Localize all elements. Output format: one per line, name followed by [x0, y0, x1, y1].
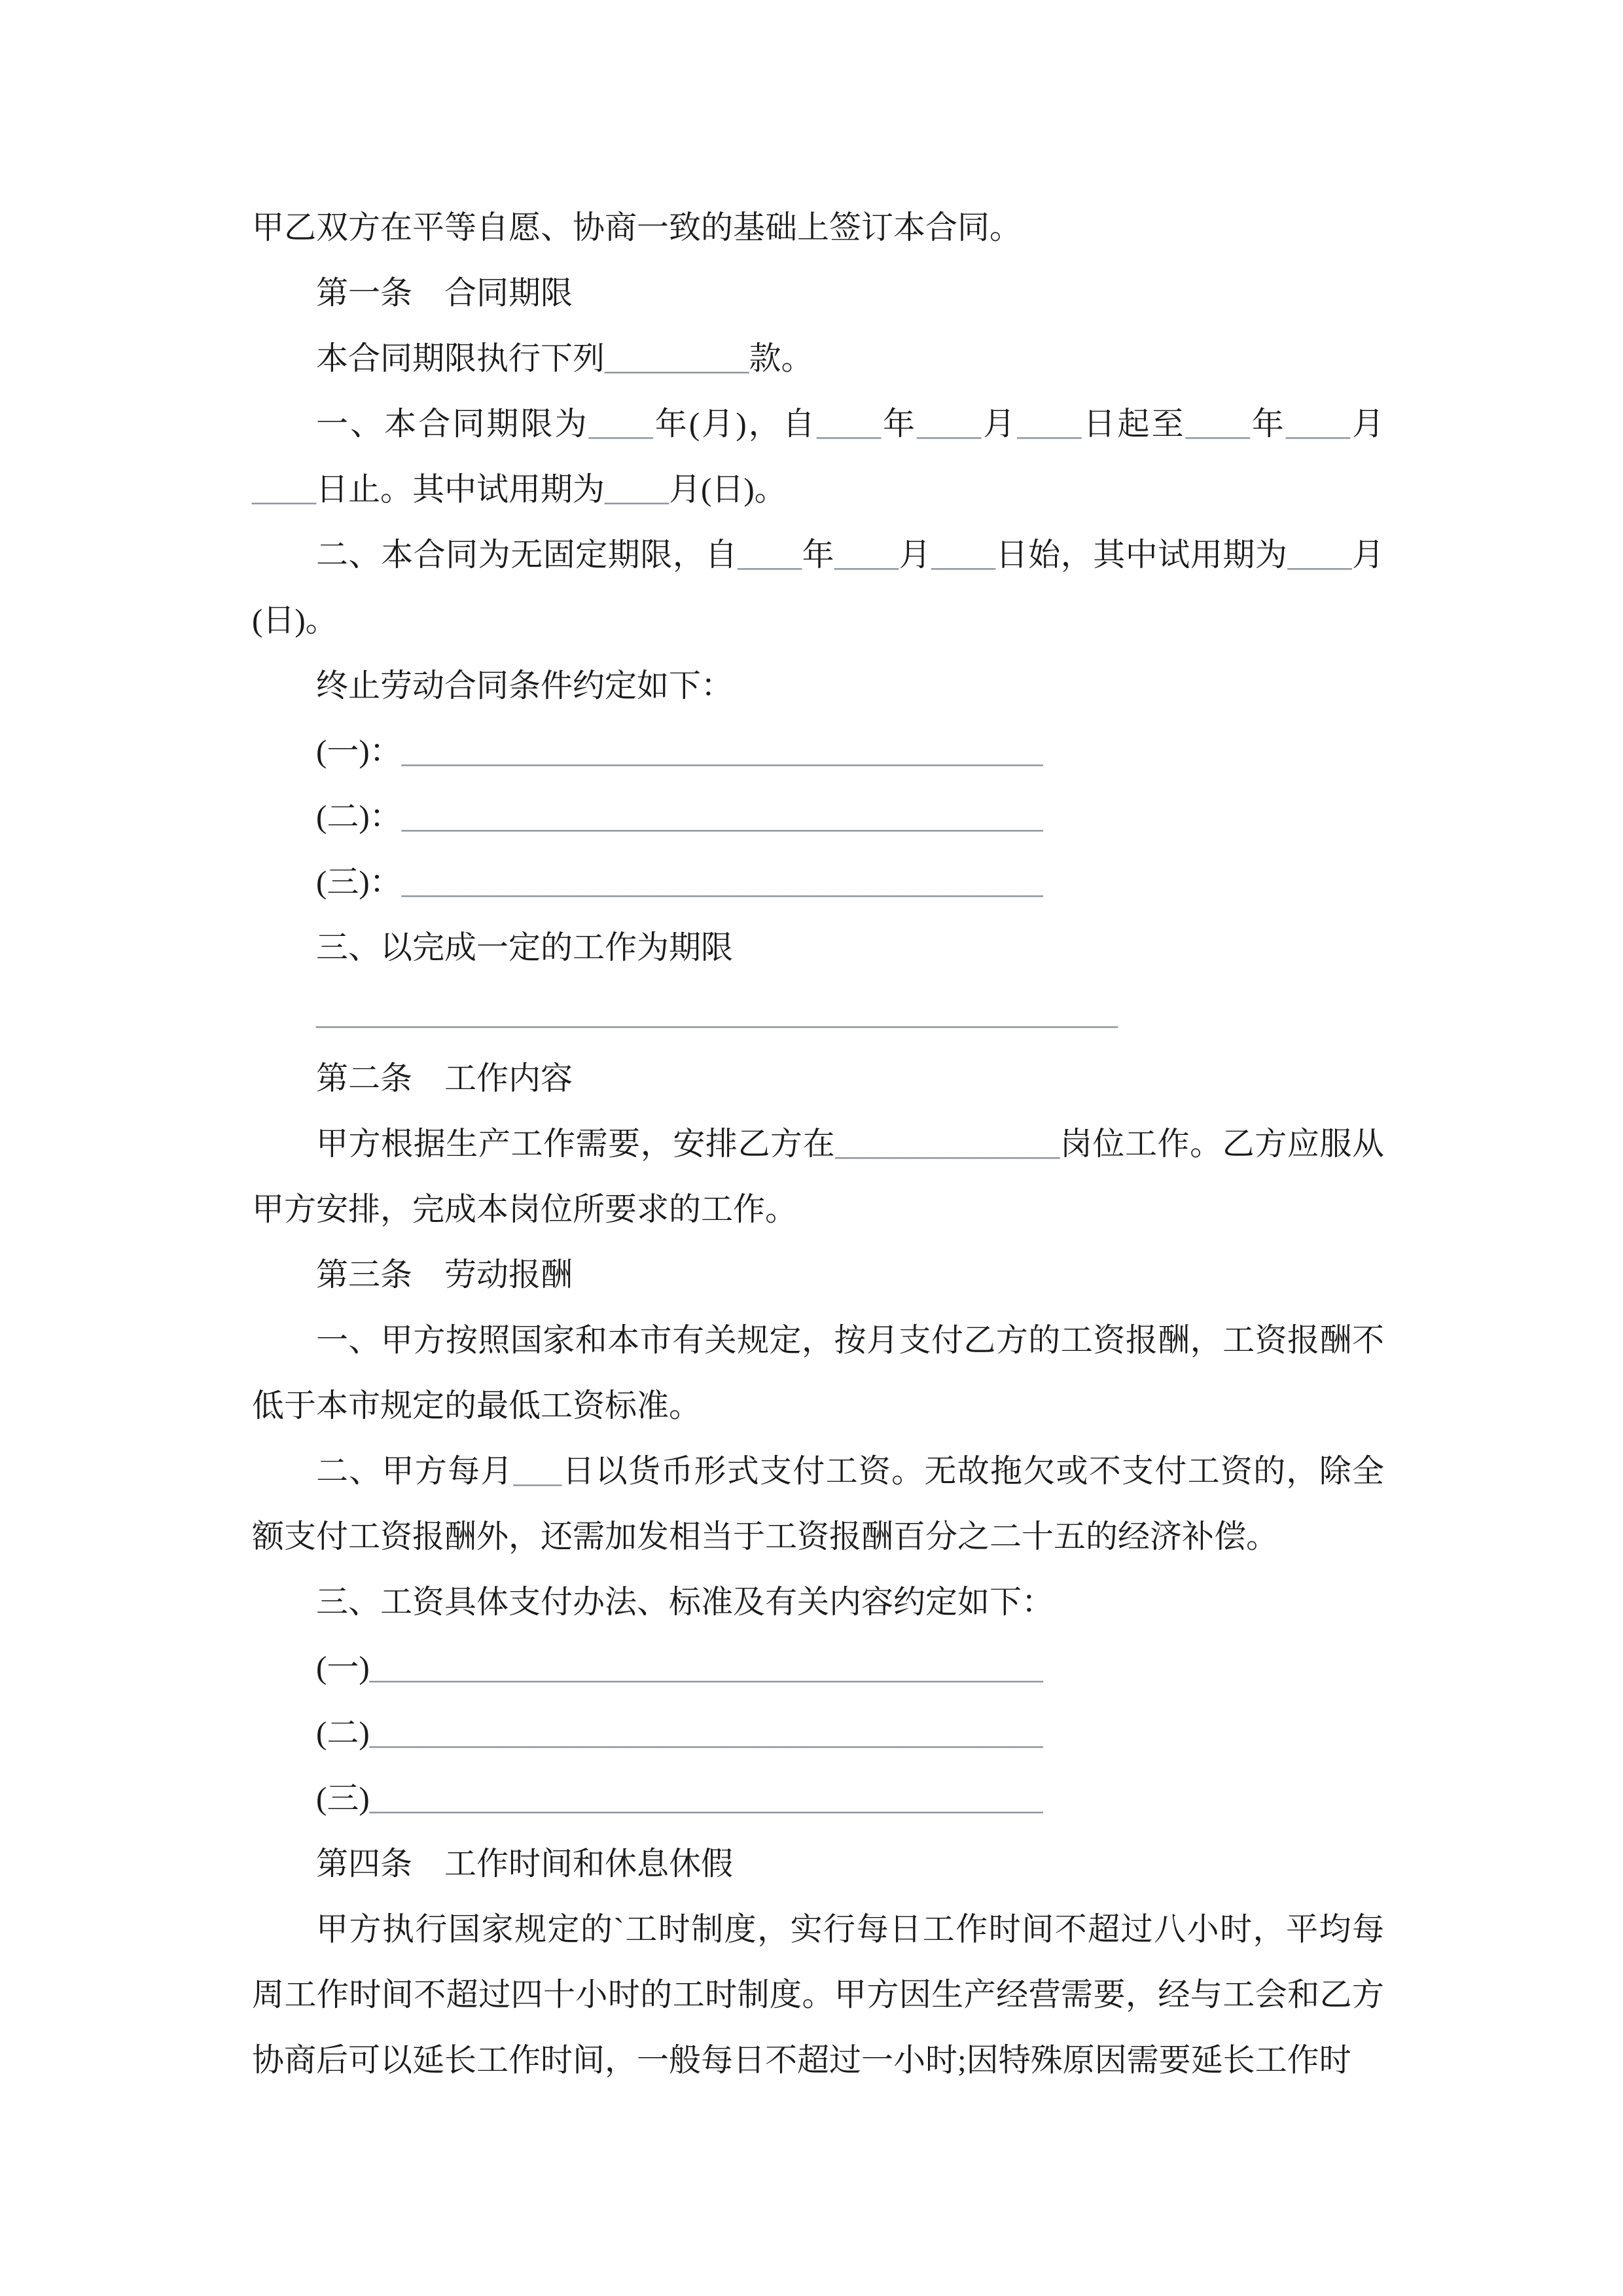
blank-field: ____ — [1287, 537, 1352, 573]
blank-field: ____ — [917, 406, 982, 442]
blank-field: ____ — [816, 406, 881, 442]
paragraph: 三、工资具体支付办法、标准及有关内容约定如下： — [316, 1584, 1054, 1620]
blank-field: ____ — [834, 537, 899, 573]
paragraph: 二、甲方每月___日以货币形式支付工资。无故拖欠或不支付工资的，除全额支付工资报酬外，还需加发相当于工资报酬百分之二十五的经济补偿。 — [252, 1453, 1384, 1554]
paragraph: 三、以完成一定的工作为期限 — [316, 929, 734, 965]
blank-field: ____ — [1285, 406, 1350, 442]
paragraph: (一)__________________________________________ — [316, 1649, 1043, 1685]
blank-field: ____ — [588, 406, 653, 442]
paragraph: 甲方根据生产工作需要，安排乙方在______________岗位工作。乙方应服从甲方安排，完成本岗位所要求的工作。 — [252, 1126, 1384, 1227]
blank-field: ____ — [1017, 406, 1082, 442]
paragraph: 本合同期限执行下列_________款。 — [316, 340, 813, 376]
blank-field: ____ — [931, 537, 996, 573]
paragraph: 一、甲方按照国家和本市有关规定，按月支付乙方的工资报酬，工资报酬不低于本市规定的最低工资标准。 — [252, 1322, 1384, 1424]
section-heading: 第二条 工作内容 — [316, 1060, 573, 1096]
paragraph: 二、本合同为无固定期限，自____年____月____日始，其中试用期为____月(日)。 — [252, 537, 1384, 638]
section-heading: 第三条 劳动报酬 — [316, 1257, 573, 1293]
paragraph: (二)__________________________________________ — [316, 1715, 1043, 1751]
section-heading: 第四条 工作时间和休息休假 — [316, 1846, 734, 1882]
blank-field: ________________________________________ — [401, 864, 1043, 900]
blank-field: ____ — [605, 471, 669, 507]
paragraph: 终止劳动合同条件约定如下： — [316, 668, 734, 704]
paragraph: (二)：________________________________________ — [316, 798, 1043, 834]
blank-field: ________________________________________ — [401, 798, 1043, 834]
paragraph: (三)：________________________________________ — [316, 864, 1043, 900]
blank-field: ____ — [737, 537, 802, 573]
blank-field: ____ — [1185, 406, 1250, 442]
blank-field: ___ — [513, 1453, 562, 1489]
paragraph: (一)：________________________________________ — [316, 733, 1043, 769]
paragraph: (三)__________________________________________ — [316, 1780, 1043, 1816]
paragraph: 甲方执行国家规定的`工时制度，实行每日工作时间不超过八小时，平均每周工作时间不超过四十小时的工时制度。甲方因生产经营需要，经与工会和乙方协商后可以延长工作时间，一般每日不超过一小时;因特殊原因需要延长工作时 — [252, 1911, 1384, 2078]
contract-body — [252, 195, 1384, 2093]
blank-field: ____ — [252, 471, 316, 507]
blank-field: ________________________________________ — [401, 733, 1043, 769]
blank-field: __________________________________________________ — [316, 995, 1118, 1031]
paragraph: 甲乙双方在平等自愿、协商一致的基础上签订本合同。 — [252, 209, 1022, 245]
blank-line — [252, 980, 1384, 1046]
blank-field: __________________________________________ — [369, 1649, 1043, 1685]
section-heading: 第一条 合同期限 — [316, 275, 573, 311]
blank-field: __________________________________________ — [369, 1780, 1043, 1816]
paragraph: 一、本合同期限为____年(月)，自____年____月____日起至____年____月____日止。其中试用期为____月(日)。 — [252, 406, 1384, 507]
blank-field: __________________________________________ — [369, 1715, 1043, 1751]
blank-field: _________ — [605, 340, 749, 376]
blank-field: ______________ — [835, 1126, 1060, 1162]
